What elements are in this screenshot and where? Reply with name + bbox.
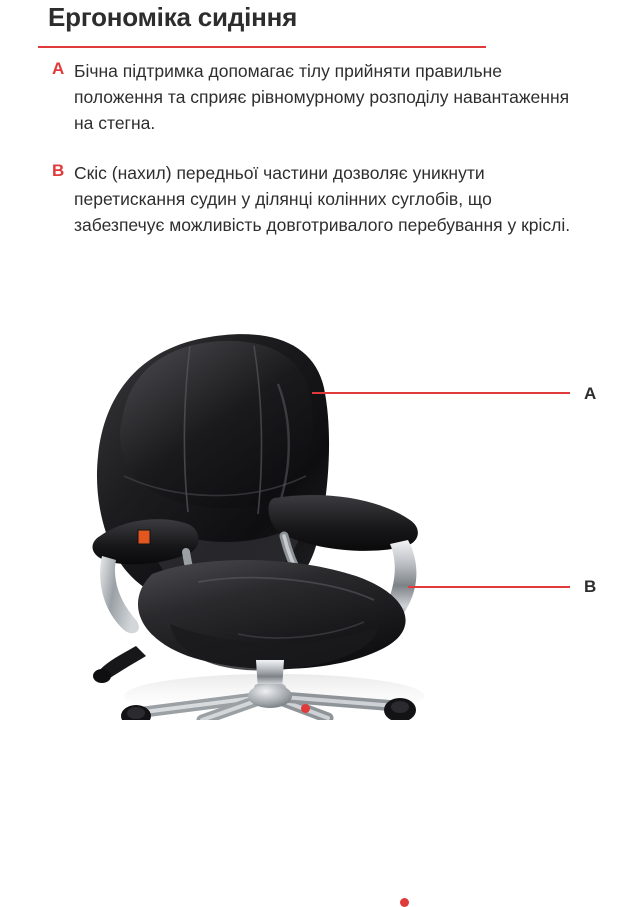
list-item-marker-b: B (52, 161, 65, 180)
callout-leader-a (312, 392, 570, 394)
feature-list (38, 58, 583, 262)
list-item-marker-a: A (52, 59, 65, 78)
list-item (38, 160, 583, 238)
callout-dot-a (301, 704, 310, 713)
title-divider (38, 46, 486, 48)
callout-leader-b (408, 586, 570, 588)
page-title: Ергономіка сидіння (48, 2, 298, 32)
office-chair-image (78, 324, 450, 720)
callout-dot-b (400, 898, 409, 907)
list-item (38, 58, 583, 136)
list-item-text-a: Бічна підтримка допомагає тілу прийняти правильне положення та сприяє рівномурному розподілу навантаження на стегна. (74, 61, 570, 133)
list-item-text-b: Скіс (нахил) передньої частини дозволяє уникнути перетискання судин у ділянці колінних суглобів, що забезпечує можливість довготривалого перебування у кріслі. (74, 163, 571, 235)
callout-label-a: A (584, 384, 597, 403)
callout-label-b: B (584, 577, 597, 596)
chair-figure (0, 316, 617, 720)
